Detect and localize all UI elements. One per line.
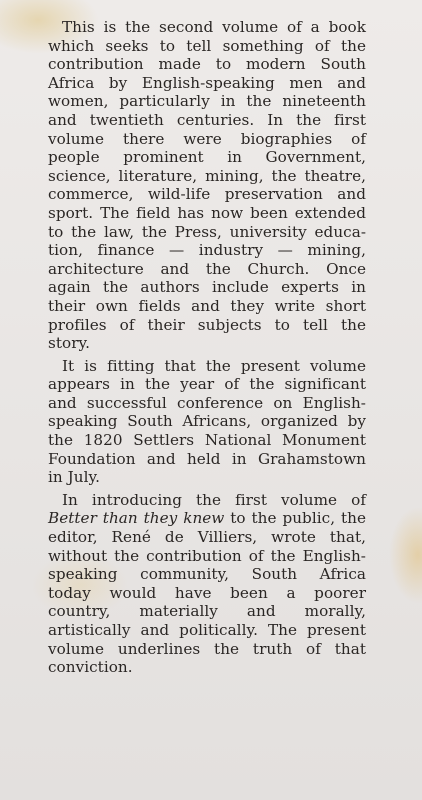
text-line: to the law, the Press, university educa-: [48, 222, 366, 241]
text-line: commerce, wild-life preservation and: [48, 185, 366, 204]
text-line: Africa by English-speaking men and: [48, 73, 366, 92]
text-line: [48, 509, 366, 528]
text-line: appears in the year of the significant: [48, 375, 366, 394]
text-line: and successful conference on English-: [48, 393, 366, 412]
text-line: again the authors include experts in: [48, 278, 366, 297]
text-line: in July.: [48, 468, 100, 487]
text-line: sport. The field has now been extended: [48, 203, 366, 222]
text-line: artistically and politically. The present: [48, 621, 366, 639]
text-fragment: to the public, the: [224, 509, 367, 528]
text-line: editor, René de Villiers, wrote that,: [48, 528, 366, 547]
text-line: In introducing the first volume of: [62, 490, 366, 509]
text-line: which seeks to tell something of the: [48, 36, 366, 55]
text-line: This is the second volume of a book: [62, 18, 366, 36]
text-line: science, literature, mining, the theatre,: [48, 166, 366, 185]
text-line: Foundation and held in Grahamstown: [48, 449, 366, 468]
book-title: Better than they knew: [48, 509, 225, 528]
text-line: profiles of their subjects to tell the: [48, 315, 366, 334]
text-line: people prominent in Government,: [48, 148, 366, 167]
text-line: speaking community, South Africa: [48, 565, 366, 584]
text-line: the 1820 Settlers National Monument: [48, 431, 366, 450]
text-line: volume there were biographies of: [48, 129, 366, 148]
text-line: architecture and the Church. Once: [48, 259, 366, 278]
text-line: their own fields and they write short: [48, 296, 366, 315]
text-line: and twentieth centuries. In the first: [48, 110, 366, 129]
text-line: today would have been a poorer: [48, 583, 366, 602]
text-line: story.: [48, 334, 90, 353]
body-text: [48, 18, 366, 677]
text-line: It is fitting that the present volume: [62, 356, 366, 375]
text-line: women, particularly in the nineteenth: [48, 92, 366, 111]
text-line: speaking South Africans, organized by: [48, 412, 366, 431]
text-line: without the contribution of the English-: [48, 546, 366, 565]
text-line: volume underlines the truth of that: [48, 639, 366, 658]
text-line: contribution made to modern South: [48, 55, 366, 74]
text-line: tion, finance — industry — mining,: [48, 241, 366, 260]
text-line: conviction.: [48, 658, 133, 677]
text-line: country, materially and morally,: [48, 602, 366, 621]
